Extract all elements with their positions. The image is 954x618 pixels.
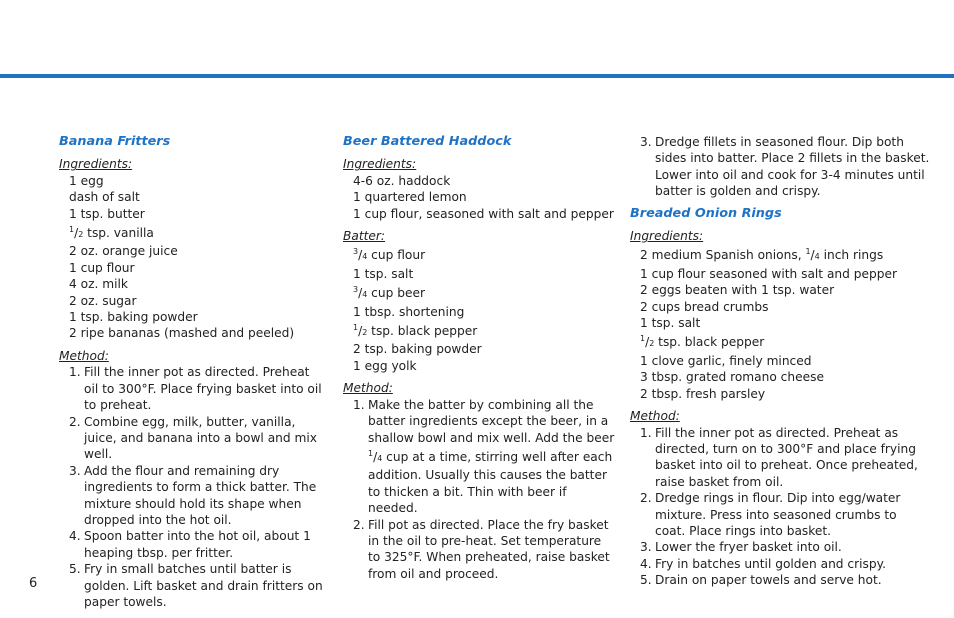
ingredient-item: 1 quartered lemon (353, 190, 467, 205)
ingredients-label: Ingredients: (59, 157, 133, 172)
method-label: Method: (343, 381, 393, 396)
step-text: Add the flour and remaining dry ingredients to form a thick batter. The mixture should hold its shape when dropped into the hot oil. (84, 463, 317, 527)
step-text: Fill the inner pot as directed. Preheat oil to 300°F. Place frying basket into oil to preheat. (84, 365, 322, 413)
ingredient-item: 1 cup flour, seasoned with salt and pepper (353, 206, 614, 221)
step-number: 5. (640, 573, 652, 588)
ingredient-item: 1 cup flour (69, 260, 135, 275)
method-step (59, 414, 324, 463)
column-banana-fritters (59, 134, 324, 614)
batter-list (353, 244, 615, 374)
step-number: 4. (69, 529, 81, 544)
ingredient-item: 1 cup flour seasoned with salt and pepper (640, 266, 897, 281)
method-step (630, 539, 930, 555)
step-number: 1. (640, 425, 652, 440)
step-number: 2. (640, 491, 652, 506)
ingredient-item: $^3$/4 cup beer (353, 285, 425, 301)
ingredient-item: $^1$/2 tsp. black pepper (353, 323, 478, 339)
ingredient-item: 2 medium Spanish onions, $^1$/4 inch rings (640, 247, 884, 263)
ingredient-item: $^1$/2 tsp. black pepper (640, 334, 765, 350)
ingredient-item: 2 ripe bananas (mashed and peeled) (69, 326, 295, 341)
step-text: Fill pot as directed. Place the fry basket in the oil to pre-heat. Set temperature to 325°F. When preheated, raise basket from oil and proceed. (368, 517, 610, 581)
step-text: Combine egg, milk, butter, vanilla, juice, and banana into a bowl and mix well. (84, 414, 317, 462)
step-number: 3. (640, 540, 652, 555)
ingredient-item: 1 tsp. salt (353, 266, 414, 281)
step-text: Drain on paper towels and serve hot. (655, 573, 882, 588)
ingredient-item: 1 egg yolk (353, 358, 417, 373)
method-step (343, 517, 615, 583)
step-number: 4. (640, 556, 652, 571)
method-step (59, 463, 324, 529)
step-number: 1. (69, 365, 81, 380)
ingredient-item: 1 tsp. butter (69, 206, 145, 221)
step-number: 3. (69, 463, 81, 478)
recipe-title: Beer Battered Haddock (343, 134, 512, 149)
method-step (630, 556, 930, 572)
ingredient-item: $^3$/4 cup flour (353, 247, 426, 263)
batter-label: Batter: (343, 229, 386, 244)
method-list (630, 134, 930, 200)
column-breaded-onion-rings (630, 134, 930, 593)
method-step (343, 397, 615, 517)
step-number: 5. (69, 562, 81, 577)
method-step (630, 490, 930, 539)
step-number: 1. (353, 397, 365, 412)
ingredients-list (69, 173, 324, 342)
ingredient-item: 2 eggs beaten with 1 tsp. water (640, 283, 835, 298)
method-step (59, 561, 324, 610)
step-text: Dredge fillets in seasoned flour. Dip both sides into batter. Place 2 fillets in the basket. Lower into oil and cook for 3-4 minutes until batter is golden and crispy. (655, 135, 930, 199)
method-step (59, 528, 324, 561)
ingredient-item: 4 oz. milk (69, 277, 128, 292)
method-list (630, 425, 930, 589)
page-number: 6 (29, 576, 38, 591)
ingredient-item: 2 tbsp. fresh parsley (640, 386, 766, 401)
header-rule (0, 74, 954, 78)
step-text: Fill the inner pot as directed. Preheat as directed, turn on to 300°F and place frying basket into oil to preheat. Once preheated, raise basket from oil. (655, 425, 918, 489)
ingredient-item: 1 tsp. baking powder (69, 310, 198, 325)
step-number: 2. (69, 414, 81, 429)
method-step (630, 425, 930, 491)
ingredient-item: 1 tbsp. shortening (353, 304, 465, 319)
ingredient-item: 2 oz. sugar (69, 293, 137, 308)
step-text: Make the batter by combining all the batter ingredients except the beer, in a shallow bowl and mix well. Add the beer $^1$/4 cup at a time, stirring well after each addition. Usually this causes the batter to thicken a bit. Thin with beer if needed. (368, 397, 615, 516)
ingredients-label: Ingredients: (630, 229, 704, 244)
step-text: Fry in batches until golden and crispy. (655, 556, 886, 571)
step-text: Fry in small batches until batter is golden. Lift basket and drain fritters on paper towels. (84, 562, 323, 609)
recipe-title: Banana Fritters (59, 134, 171, 149)
recipe-title: Breaded Onion Rings (630, 205, 782, 221)
ingredient-item: 3 tbsp. grated romano cheese (640, 370, 824, 385)
ingredients-list (640, 244, 930, 402)
ingredient-item: 2 tsp. baking powder (353, 342, 482, 357)
ingredient-item: dash of salt (69, 190, 140, 205)
step-number: 2. (353, 517, 365, 532)
step-number: 3. (640, 135, 652, 149)
ingredient-item: 1 egg (69, 173, 104, 188)
ingredient-item: 1 clove garlic, finely minced (640, 353, 812, 368)
ingredient-item: 2 cups bread crumbs (640, 299, 769, 314)
ingredients-label: Ingredients: (343, 157, 417, 172)
method-step (630, 572, 930, 588)
method-label: Method: (59, 348, 109, 363)
method-step (59, 364, 324, 413)
method-label: Method: (630, 409, 680, 424)
method-list (59, 364, 324, 610)
step-text: Spoon batter into the hot oil, about 1 heaping tbsp. per fritter. (84, 529, 311, 560)
ingredients-list (353, 173, 615, 222)
step-text: Lower the fryer basket into oil. (655, 540, 842, 555)
step-text: Dredge rings in flour. Dip into egg/water mixture. Press into seasoned crumbs to coat. Place rings into basket. (655, 491, 901, 538)
haddock-method-continued (630, 134, 930, 200)
column-beer-battered-haddock (343, 134, 615, 586)
method-step (630, 134, 930, 200)
method-list (343, 397, 615, 582)
ingredient-item: 2 oz. orange juice (69, 244, 178, 259)
ingredient-item: $^1$/2 tsp. vanilla (69, 225, 154, 241)
ingredient-item: 4-6 oz. haddock (353, 173, 451, 188)
ingredient-item: 1 tsp. salt (640, 316, 701, 331)
